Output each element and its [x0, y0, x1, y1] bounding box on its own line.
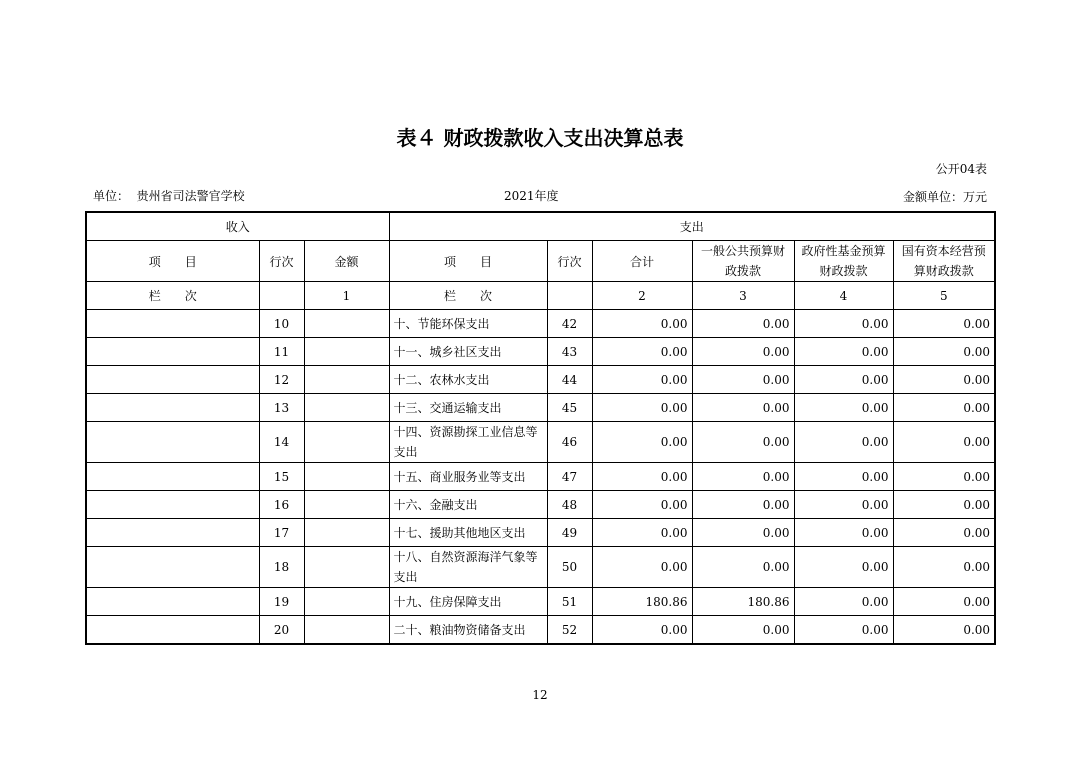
income-amount-cell [304, 616, 389, 645]
col-3: 3 [692, 282, 794, 310]
unit-label: 单位： [93, 189, 130, 203]
income-header: 收入 [86, 212, 389, 241]
table-row [86, 394, 995, 422]
income-amount-cell [304, 588, 389, 616]
general-budget-cell: 0.00 [692, 616, 794, 645]
gov-fund-header: 政府性基金预算财政拨款 [794, 241, 893, 282]
state-capital-cell: 0.00 [893, 310, 995, 338]
expense-line-cell: 42 [547, 310, 592, 338]
income-item-cell [86, 394, 259, 422]
income-line-cell: 10 [259, 310, 304, 338]
expense-line-cell: 50 [547, 547, 592, 588]
income-amount-cell [304, 422, 389, 463]
state-capital-cell: 0.00 [893, 366, 995, 394]
income-item-cell [86, 519, 259, 547]
amount-unit: 金额单位：万元 [902, 190, 987, 204]
income-line-cell: 12 [259, 366, 304, 394]
table-row [86, 366, 995, 394]
income-item-cell [86, 547, 259, 588]
expense-item-cell: 十六、金融支出 [389, 491, 547, 519]
expense-item-cell: 十、节能环保支出 [389, 310, 547, 338]
gov-fund-cell: 0.00 [794, 366, 893, 394]
state-capital-cell: 0.00 [893, 491, 995, 519]
unit-info [93, 187, 245, 204]
income-amount-cell [304, 519, 389, 547]
header-row-2 [86, 241, 995, 282]
income-item-cell [86, 366, 259, 394]
income-item-cell [86, 491, 259, 519]
income-amount-cell [304, 338, 389, 366]
income-amount-cell [304, 366, 389, 394]
state-capital-cell: 0.00 [893, 463, 995, 491]
col-4: 4 [794, 282, 893, 310]
total-cell: 0.00 [592, 338, 692, 366]
income-amount-cell [304, 394, 389, 422]
income-column-label: 栏 次 [86, 282, 259, 310]
table-row [86, 616, 995, 645]
expense-item-cell: 十四、资源勘探工业信息等支出 [389, 422, 547, 463]
income-amount-cell [304, 310, 389, 338]
col-5: 5 [893, 282, 995, 310]
expense-line-cell: 48 [547, 491, 592, 519]
state-capital-cell: 0.00 [893, 519, 995, 547]
income-line-cell: 13 [259, 394, 304, 422]
total-cell: 0.00 [592, 366, 692, 394]
general-budget-cell: 0.00 [692, 366, 794, 394]
income-item-cell [86, 588, 259, 616]
general-budget-cell: 0.00 [692, 338, 794, 366]
expense-item-cell: 十八、自然资源海洋气象等支出 [389, 547, 547, 588]
general-budget-cell: 0.00 [692, 519, 794, 547]
gov-fund-cell: 0.00 [794, 310, 893, 338]
total-cell: 0.00 [592, 310, 692, 338]
expense-line-cell: 43 [547, 338, 592, 366]
expense-item-cell: 十九、住房保障支出 [389, 588, 547, 616]
income-amount-cell [304, 491, 389, 519]
table-row [86, 310, 995, 338]
general-budget-cell: 0.00 [692, 310, 794, 338]
expense-header: 支出 [389, 212, 995, 241]
state-capital-cell: 0.00 [893, 422, 995, 463]
income-item-cell [86, 463, 259, 491]
expense-line-header: 行次 [547, 241, 592, 282]
income-line-cell: 14 [259, 422, 304, 463]
income-amount-cell [304, 463, 389, 491]
expense-item-cell: 二十、粮油物资储备支出 [389, 616, 547, 645]
general-budget-cell: 0.00 [692, 463, 794, 491]
general-budget-cell: 0.00 [692, 547, 794, 588]
column-number-row [86, 282, 995, 310]
table-row [86, 463, 995, 491]
table-row [86, 519, 995, 547]
expense-item-cell: 十三、交通运输支出 [389, 394, 547, 422]
expense-line-cell: 47 [547, 463, 592, 491]
fiscal-year: 2021年度 [504, 189, 559, 203]
income-item-cell [86, 338, 259, 366]
general-budget-cell: 180.86 [692, 588, 794, 616]
col-1: 1 [304, 282, 389, 310]
expense-item-cell: 十二、农林水支出 [389, 366, 547, 394]
state-capital-cell: 0.00 [893, 394, 995, 422]
income-line-cell: 15 [259, 463, 304, 491]
state-capital-header: 国有资本经营预算财政拨款 [893, 241, 995, 282]
gov-fund-cell: 0.00 [794, 616, 893, 645]
income-item-cell [86, 616, 259, 645]
income-amount-header: 金额 [304, 241, 389, 282]
gov-fund-cell: 0.00 [794, 547, 893, 588]
gov-fund-cell: 0.00 [794, 463, 893, 491]
gov-fund-cell: 0.00 [794, 394, 893, 422]
gov-fund-cell: 0.00 [794, 491, 893, 519]
expense-line-cell: 46 [547, 422, 592, 463]
state-capital-cell: 0.00 [893, 616, 995, 645]
expense-item-cell: 十一、城乡社区支出 [389, 338, 547, 366]
table-row [86, 588, 995, 616]
budget-table [85, 211, 996, 645]
income-line-cell: 18 [259, 547, 304, 588]
total-header: 合计 [592, 241, 692, 282]
gov-fund-cell: 0.00 [794, 422, 893, 463]
income-line-cell: 17 [259, 519, 304, 547]
total-cell: 0.00 [592, 616, 692, 645]
form-number: 公开04表 [935, 162, 987, 176]
table-row [86, 491, 995, 519]
table-row [86, 338, 995, 366]
income-line-cell: 20 [259, 616, 304, 645]
gov-fund-cell: 0.00 [794, 519, 893, 547]
empty-cell [547, 282, 592, 310]
general-budget-header: 一般公共预算财政拨款 [692, 241, 794, 282]
state-capital-cell: 0.00 [893, 547, 995, 588]
page-number: 12 [532, 688, 548, 702]
state-capital-cell: 0.00 [893, 588, 995, 616]
general-budget-cell: 0.00 [692, 491, 794, 519]
table-row [86, 547, 995, 588]
expense-column-label: 栏 次 [389, 282, 547, 310]
total-cell: 0.00 [592, 491, 692, 519]
total-cell: 0.00 [592, 463, 692, 491]
empty-cell [259, 282, 304, 310]
table-row [86, 422, 995, 463]
state-capital-cell: 0.00 [893, 338, 995, 366]
header-row-1 [86, 212, 995, 241]
expense-item-cell: 十七、援助其他地区支出 [389, 519, 547, 547]
total-cell: 0.00 [592, 394, 692, 422]
income-line-header: 行次 [259, 241, 304, 282]
income-item-cell [86, 422, 259, 463]
gov-fund-cell: 0.00 [794, 588, 893, 616]
expense-line-cell: 49 [547, 519, 592, 547]
col-2: 2 [592, 282, 692, 310]
expense-item-cell: 十五、商业服务业等支出 [389, 463, 547, 491]
income-item-cell [86, 310, 259, 338]
income-amount-cell [304, 547, 389, 588]
unit-name: 贵州省司法警官学校 [136, 189, 245, 203]
income-line-cell: 16 [259, 491, 304, 519]
expense-line-cell: 51 [547, 588, 592, 616]
income-line-cell: 11 [259, 338, 304, 366]
table-title: 表４ 财政拨款收入支出决算总表 [396, 126, 684, 150]
income-item-header: 项 目 [86, 241, 259, 282]
total-cell: 180.86 [592, 588, 692, 616]
expense-line-cell: 44 [547, 366, 592, 394]
income-line-cell: 19 [259, 588, 304, 616]
general-budget-cell: 0.00 [692, 422, 794, 463]
general-budget-cell: 0.00 [692, 394, 794, 422]
total-cell: 0.00 [592, 422, 692, 463]
expense-item-header: 项 目 [389, 241, 547, 282]
total-cell: 0.00 [592, 519, 692, 547]
expense-line-cell: 45 [547, 394, 592, 422]
expense-line-cell: 52 [547, 616, 592, 645]
gov-fund-cell: 0.00 [794, 338, 893, 366]
total-cell: 0.00 [592, 547, 692, 588]
